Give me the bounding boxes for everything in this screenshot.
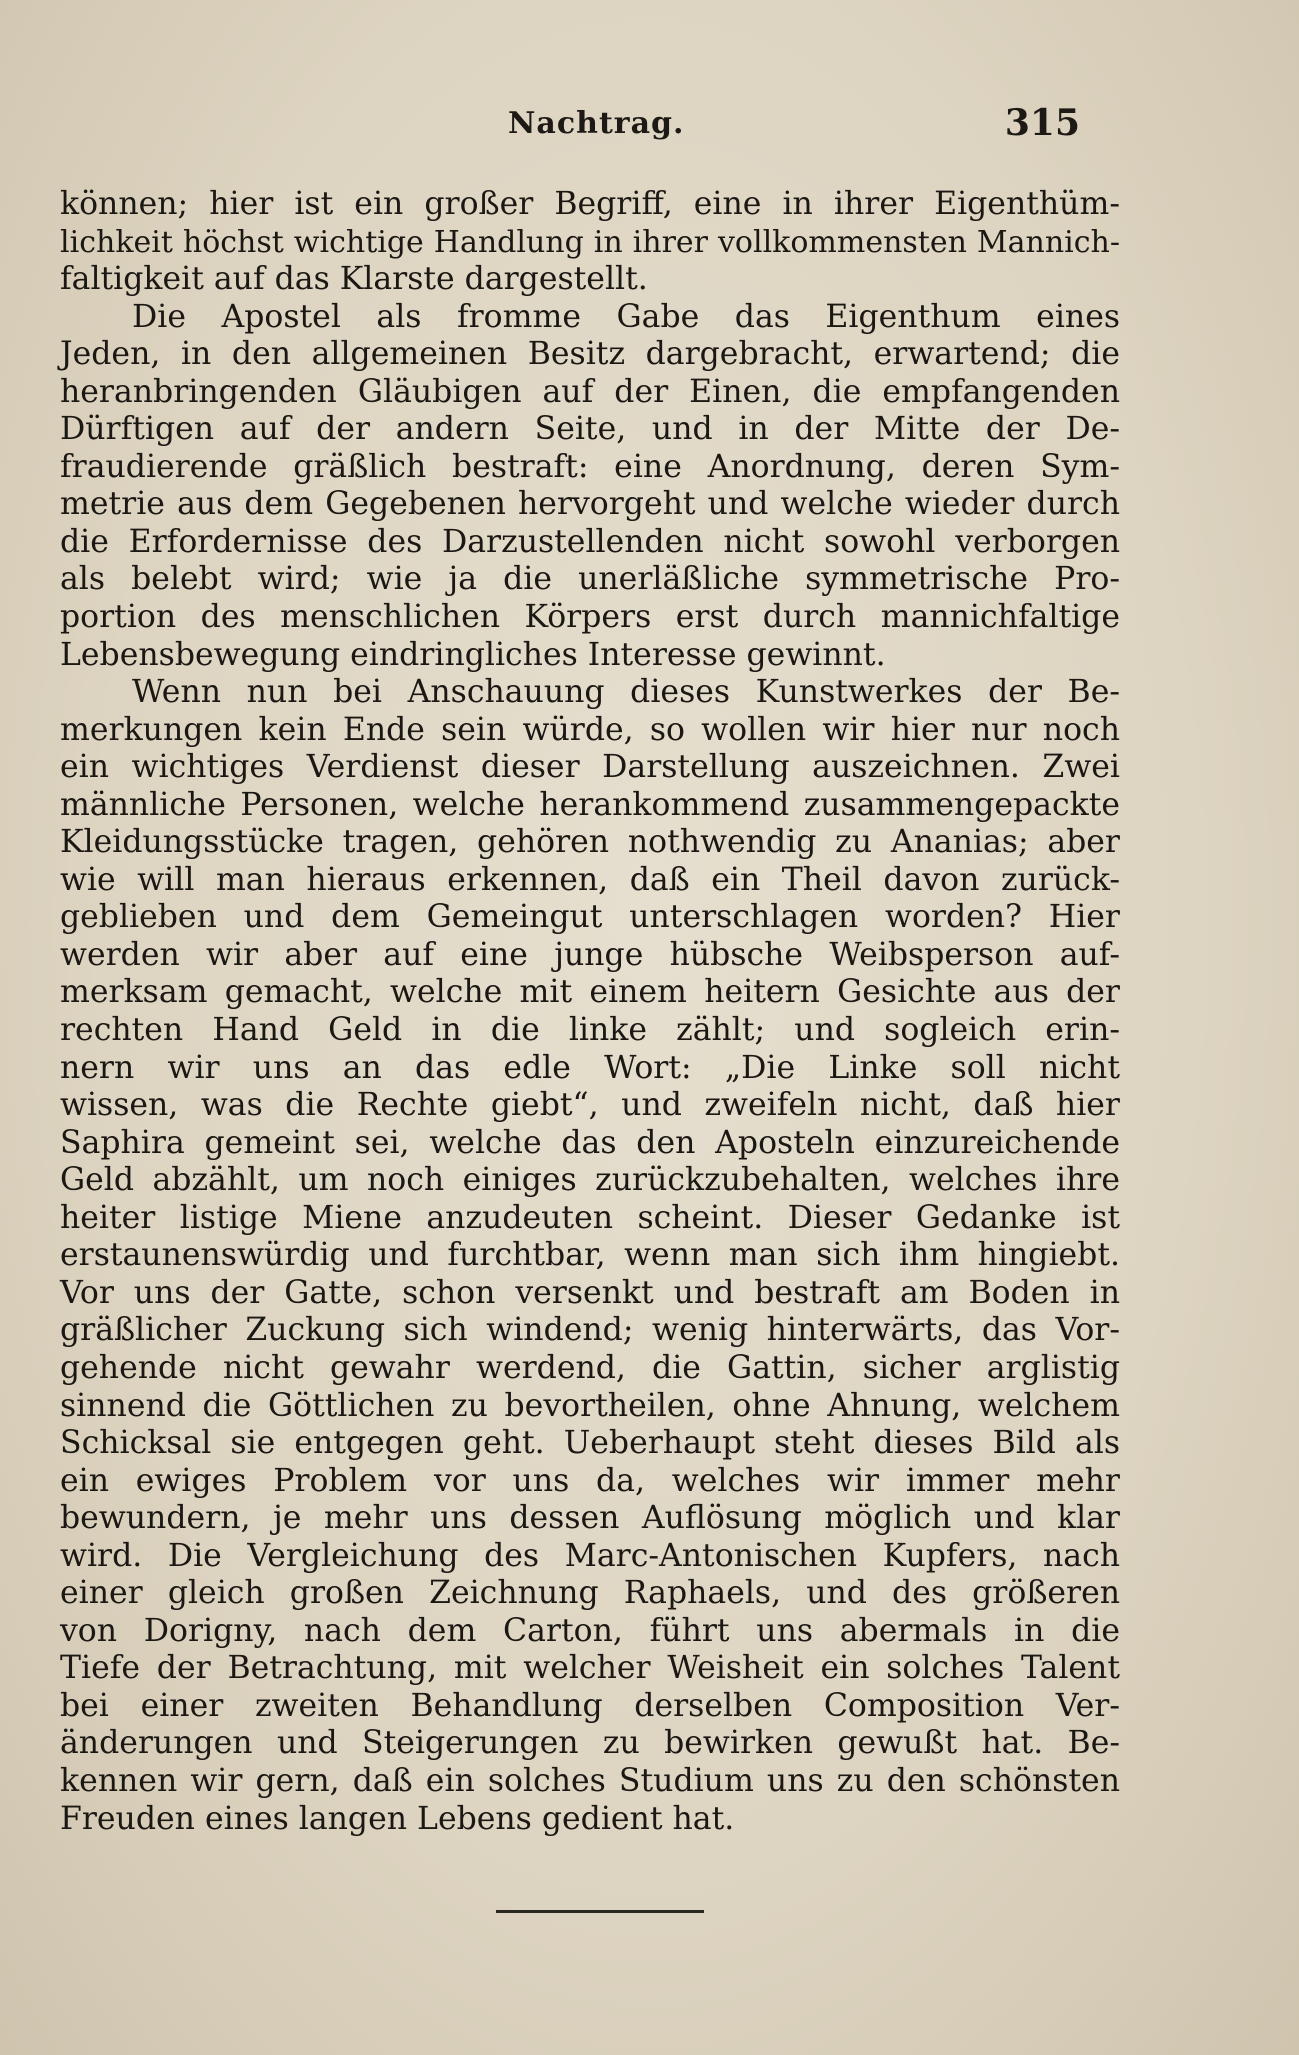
text-line: wissen, was die Rechte giebt“, und zweifeln nicht, daß hier	[60, 1087, 1120, 1124]
text-line: männliche Personen, welche herankommend zusammengepackte	[60, 786, 1120, 823]
text-line: können; hier ist ein großer Begriff, eine in ihrer Eigenthüm-	[60, 186, 1120, 222]
text-line: die Erfordernisse des Darzustellenden nicht sowohl verborgen	[60, 523, 1120, 560]
text-line: heranbringenden Gläubigen auf der Einen, die empfangenden	[60, 373, 1120, 410]
text-line: von Dorigny, nach dem Carton, führt uns abermals in die	[60, 1612, 1120, 1649]
text-line: rechten Hand Geld in die linke zählt; und sogleich erin-	[60, 1012, 1120, 1049]
text-line: gräßlicher Zuckung sich windend; wenig hinterwärts, das Vor-	[60, 1312, 1120, 1349]
text-line: einer gleich großen Zeichnung Raphaels, und des größeren	[60, 1575, 1120, 1612]
text-line: nern wir uns an das edle Wort: „Die Linke soll nicht	[60, 1049, 1120, 1086]
text-line: Jeden, in den allgemeinen Besitz dargebracht, erwartend; die	[60, 336, 1120, 373]
text-line: Tiefe der Betrachtung, mit welcher Weisheit ein solches Talent	[60, 1650, 1120, 1687]
text-line: wird. Die Vergleichung des Marc-Antonischen Kupfers, nach	[60, 1537, 1120, 1574]
text-line: wie will man hieraus erkennen, daß ein Theil davon zurück-	[60, 861, 1120, 898]
text-line: metrie aus dem Gegebenen hervorgeht und welche wieder durch	[60, 486, 1120, 523]
text-line: portion des menschlichen Körpers erst durch mannichfaltige	[60, 599, 1120, 636]
text-line: ein wichtiges Verdienst dieser Darstellung auszeichnen. Zwei	[60, 749, 1120, 786]
text-line: erstaunenswürdig und furchtbar, wenn man sich ihm hingiebt.	[60, 1237, 1120, 1274]
text-line: heiter listige Miene anzudeuten scheint. Dieser Gedanke ist	[60, 1199, 1120, 1236]
text-line: Dürftigen auf der andern Seite, und in der Mitte der De-	[60, 411, 1120, 448]
text-line: merkungen kein Ende sein würde, so wollen wir hier nur noch	[60, 711, 1120, 748]
text-line: merksam gemacht, welche mit einem heitern Gesichte aus der	[60, 974, 1120, 1011]
text-line: änderungen und Steigerungen zu bewirken gewußt hat. Be-	[60, 1725, 1120, 1762]
text-line: Vor uns der Gatte, schon versenkt und bestraft am Boden in	[60, 1274, 1120, 1311]
end-rule	[496, 1910, 704, 1913]
text-line: Geld abzählt, um noch einiges zurückzubehalten, welches ihre	[60, 1162, 1120, 1199]
text-line: Freuden eines langen Lebens gedient hat.	[60, 1800, 735, 1837]
text-line: ein ewiges Problem vor uns da, welches wir immer mehr	[60, 1462, 1120, 1499]
body-text	[60, 186, 1120, 1838]
text-line: als belebt wird; wie ja die unerläßliche symmetrische Pro-	[60, 561, 1120, 598]
text-line: Wenn nun bei Anschauung dieses Kunstwerkes der Be-	[132, 674, 1120, 711]
text-line: sinnend die Göttlichen zu bevortheilen, ohne Ahnung, welchem	[60, 1387, 1120, 1424]
text-line: fraudierende gräßlich bestraft: eine Anordnung, deren Sym-	[60, 448, 1120, 485]
text-line: Kleidungsstücke tragen, gehören nothwendig zu Ananias; aber	[60, 824, 1120, 861]
text-line: geblieben und dem Gemeingut unterschlagen worden? Hier	[60, 899, 1120, 936]
text-line: Lebensbewegung eindringliches Interesse gewinnt.	[60, 636, 886, 673]
text-line: kennen wir gern, daß ein solches Studium uns zu den schönsten	[60, 1762, 1120, 1799]
text-line: bewundern, je mehr uns dessen Auflösung möglich und klar	[60, 1500, 1120, 1537]
text-line: werden wir aber auf eine junge hübsche Weibsperson auf-	[60, 936, 1120, 973]
page-header	[60, 98, 1080, 154]
text-line: lichkeit höchst wichtige Handlung in ihrer vollkommensten Mannich-	[60, 224, 1120, 260]
text-line: Die Apostel als fromme Gabe das Eigenthum eines	[132, 298, 1120, 335]
page-number: 315	[1004, 102, 1080, 144]
running-head: Nachtrag.	[508, 106, 685, 141]
text-line: bei einer zweiten Behandlung derselben Composition Ver-	[60, 1687, 1120, 1724]
text-line: faltigkeit auf das Klarste dargestellt.	[60, 261, 648, 298]
text-line: Schicksal sie entgegen geht. Ueberhaupt steht dieses Bild als	[60, 1425, 1120, 1462]
text-line: Saphira gemeint sei, welche das den Aposteln einzureichende	[60, 1124, 1120, 1161]
text-line: gehende nicht gewahr werdend, die Gattin, sicher arglistig	[60, 1349, 1120, 1386]
